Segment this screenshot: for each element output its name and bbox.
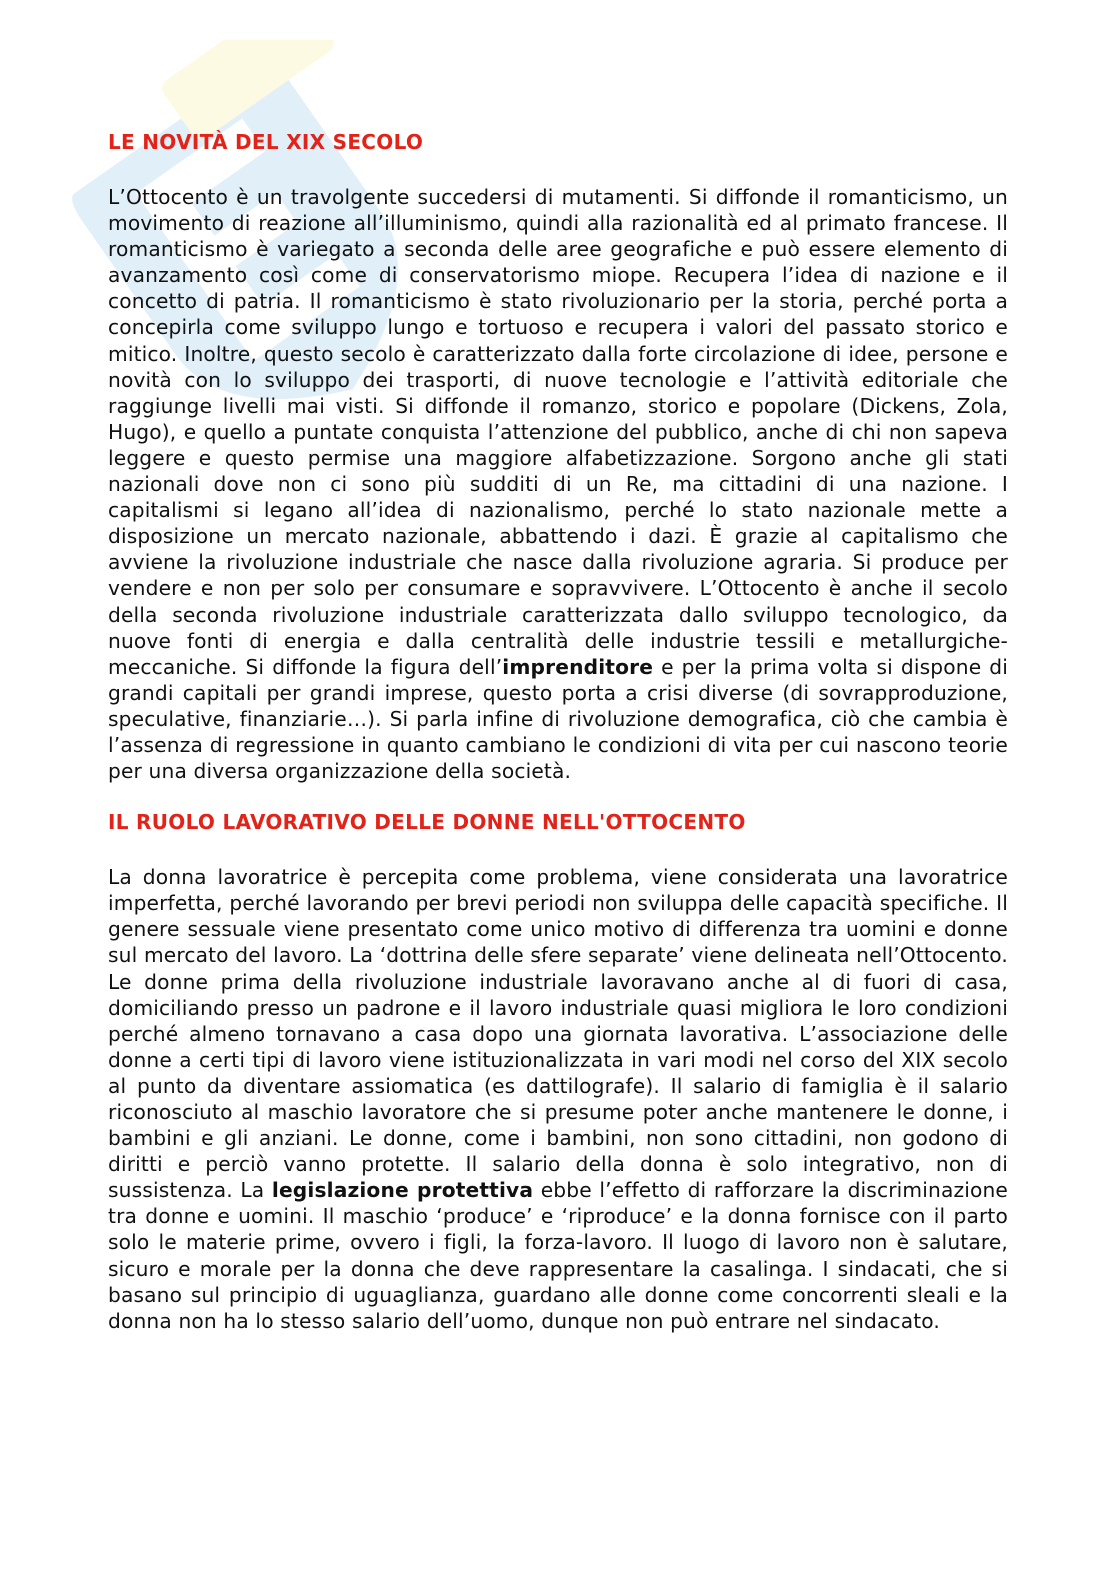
- paragraph-text: e per la prima volta si dispone di grandi capitali per grandi imprese, questo porta a crisi diverse (di sovrapproduzione, speculative, finanziarie…). Si parla infine di rivoluzione demografica, ciò che cambia è l’assenza di regressione in quanto cambiano le condizioni di vita per cui nascono teorie per una diversa organizzazione della società.: [108, 654, 1009, 784]
- paragraph-text: ebbe l’effetto di rafforzare la discriminazione tra donne e uomini. Il maschio ‘produce’ e ‘riproduce’ e la donna fornisce con il parto solo le materie prime, ovvero i figli, la forza-lavoro. Il luogo di lavoro non è salutare, sicuro e morale per la donna che deve rappresentare la casalinga. I sindacati, che si basano sul principio di uguaglianza, guardano alle donne come concorrenti sleali e la donna non ha lo stesso salario dell’uomo, dunque non può entrare nel sindacato.: [108, 1178, 1008, 1333]
- bold-term-imprenditore: imprenditore: [502, 654, 654, 679]
- bold-term-legislazione-protettiva: legislazione protettiva: [271, 1178, 534, 1203]
- paragraph-text: L’Ottocento è un travolgente succedersi di mutamenti. Si diffonde il romanticismo, un movimento di reazione all’illuminismo, quindi alla razionalità ed al primato francese. Il romanticismo è variegato a seconda delle aree geografiche e può essere elemento di avanzamento così come di conservatorismo miope. Recupera l’idea di nazione e il concetto di patria. Il romanticismo è stato rivoluzionario per la storia, perché porta a concepirla come sviluppo lungo e tortuoso e recupera i valori del passato storico e mitico. Inoltre, questo secolo è caratterizzato dalla forte circolazione di idee, persone e novità con lo sviluppo dei trasporti, di nuove tecnologie e l’attività editoriale che raggiunge livelli mai visti. Si diffonde il romanzo, storico e popolare (Dickens, Zola, Hugo), e quello a puntate conquista l’attenzione del pubblico, anche di chi non sapeva leggere e questo permise una maggiore alfabetizzazione. Sorgono anche gli stati nazionali dove non ci sono più sudditi di un Re, ma cittadini di una nazione. I capitalismi si legano all’idea di nazionalismo, perché lo stato nazionale mette a disposizione un mercato nazionale, abbattendo i dazi. È grazie al capitalismo che avviene la rivoluzione industriale che nasce dalla rivoluzione agraria. Si produce per vendere e non per solo per consumare e sopravvivere. L’Ottocento è anche il secolo della seconda rivoluzione industriale caratterizzata dallo sviluppo tecnologico, da nuove fonti di energia e dalla centralità delle industrie tessili e metallurgiche-meccaniche. Si diffonde la figura dell’: [108, 185, 1008, 679]
- section-heading-xix-secolo: LE NOVITÀ DEL XIX SECOLO: [108, 130, 424, 154]
- section-heading-ruolo-donne: IL RUOLO LAVORATIVO DELLE DONNE NELL'OTTOCENTO: [108, 810, 746, 835]
- document-page: [108, 128, 1008, 1334]
- section-paragraph-ruolo-donne: [108, 864, 1008, 1334]
- paragraph-text: La donna lavoratrice è percepita come problema, viene considerata una lavoratrice imperfetta, perché lavorando per brevi periodi non sviluppa delle capacità specifiche. Il genere sessuale viene presentato come unico motivo di differenza tra uomini e donne sul mercato del lavoro. La ‘dottrina delle sfere separate’ viene delineata nell’Ottocento. Le donne prima della rivoluzione industriale lavoravano anche al di fuori di casa, domiciliando presso un padrone e il lavoro industriale quasi migliora le loro condizioni perché almeno tornavano a casa dopo una giornata lavorativa. L’associazione delle donne a certi tipi di lavoro viene istituzionalizzata in vari modi nel corso del XIX secolo al punto da diventare assiomatica (es dattilografe). Il salario di famiglia è il salario riconosciuto al maschio lavoratore che si presume poter anche mantenere le donne, i bambini e gli anziani. Le donne, come i bambini, non sono cittadini, non godono di diritti e perciò vanno protette. Il salario della donna è solo integrativo, non di sussistenza. La: [108, 865, 1008, 1203]
- section-paragraph-xix-secolo: [108, 184, 1008, 784]
